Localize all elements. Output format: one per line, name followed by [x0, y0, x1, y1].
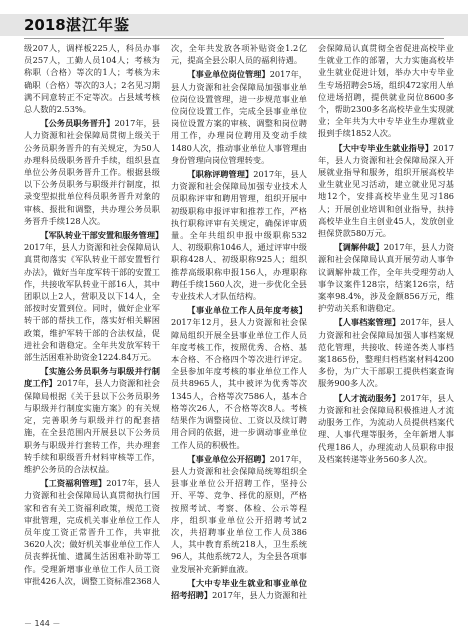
section-heading: 【事业单位工作人员年度考核】 [187, 305, 307, 316]
section-body: 2017年，县人力资源和社会保障局贯彻上级关于公务员职务晋升的有关规定，为50人办理科员级职务晋升手续，组织县直单位公务员职务晋升工作。根据县级以下公务员职务与职级并行制度，拟录变型拟批单位科员职务晋升对象的审核、报批和调整，共办理公务员职务晋升手续128人次。 [24, 118, 160, 226]
section-heading: 【公务员职务晋升】 [40, 118, 115, 129]
section-body: 2017年，县人力资源和社会保障局加强人事档案规范化管理，共接收、转递各类人事档案1865份，整理归档档案材料4200多份，为广大干部职工提供档案查询服务900多人次。 [318, 317, 454, 389]
section-body: 2017年，县人力资源和社会保障局认真贯彻落实《军队转业干部安置暂行办法》，做好当年度军转干部的安置工作，共接收军队转业干部16人，其中团职以上2人，营职及以下14人，全部按时安置到位。同时，做好企业军转干部的帮扶工作，落实好相关解困政策，维护军转干部的合法权益，促进社会和谐稳定。全年共发放军转干部生活困难补助资金1224.84万元。 [24, 242, 160, 363]
section-body: 2017年，县人力资源和社会保障局认真开展劳动人事争议调解仲裁工作，全年共受理劳动人事争议案件128宗，结案126宗，结案率98.4%，涉及金额856万元，维护劳动关系和谐稳定。 [318, 242, 454, 314]
section-heading: 【调解仲裁】 [334, 242, 384, 253]
article-section [24, 365, 160, 475]
article-section [24, 117, 160, 227]
section-heading: 【实施公务员职务与职级并行制度工作】 [24, 366, 160, 389]
section-body: 2017年，县人力资源和社会保障局根据《关于县以下公务员职务与职级并行制度实施方案》的有关规定，完善职务与职级并行的配套措施，在全县范围内开展县以下公务员职务与职级并行套转工作，共办理套转手续和职级晋升材料审核等工作，维护公务员的合法权益。 [24, 378, 160, 474]
section-heading: 【职称评聘管理】 [187, 169, 254, 180]
article-section [24, 229, 164, 363]
page-number: － 144 － [24, 619, 61, 628]
yearbook-year: 2018 [24, 16, 66, 34]
section-body: 2017年，县人力资源和社会保障局统筹组织全县事业单位公开招聘工作，坚持公开、平等、竞争、择优的原则，严格按照考试、考察、体检、公示等程序，组织事业单位公开招聘考试2次，共招聘事业单位工作人员386人，其中教育系统218人，卫生系统96人，其他系统72人，为全县各项事业发展补充新鲜血液。 [171, 453, 307, 574]
article-section [171, 304, 307, 450]
section-heading: 【人才流动服务】 [334, 392, 401, 403]
page-header [0, 0, 468, 48]
section-body: 2017年，县人力资源和社会保障局加强专业技术人员职称评审和聘用管理，组织开展中初级职称申报评审和推荐工作，严格执行职称评审有关规定，确保评审质量。全年共组织申报中级职称532人、初级职称1046人，通过评审中级职称428人、初级职称925人；组织推荐高级职称申报156人，办理职称聘任手续1560人次，进一步优化全县专业技术人才队伍结构。 [171, 169, 307, 302]
section-heading: 【工资福利管理】 [40, 478, 107, 489]
yearbook-title: 湛江年鉴 [66, 16, 131, 34]
header-rule [24, 38, 444, 39]
section-body: 2017年，县人力资源和社会保障局积极推进人才流动服务工作，为流动人员提供档案代理、人事代理等服务，全年新增人事代理186人，办理流动人员职称申报及档案转递等业务560多人次。 [318, 392, 454, 464]
section-heading: 【大中专毕业生就业指导】 [334, 142, 434, 153]
article-section [171, 68, 307, 166]
section-body: 2017年，县人力资源和社会保障局认真贯彻全省促进高校毕业生就业工作的部署，大力实施高校毕业生就业促进计划，举办大中专毕业生专场招聘会5场，组织472家用人单位进场招聘，提供就业岗位8600多个，帮助2300多名高校毕业生实现就业；全年共为大中专毕业生办理就业报到手续1852人次。 [212, 43, 454, 600]
article-section [171, 168, 307, 302]
section-heading: 【大中专毕业生就业和事业单位招考招聘】 [171, 577, 307, 600]
continued-text [24, 42, 160, 115]
article-section [318, 392, 454, 465]
article-section [318, 316, 454, 389]
article-section [318, 241, 454, 314]
section-body: 2017年12月，县人力资源和社会保障局组织开展全县事业单位工作人员年度考核工作，按照优秀、合格、基本合格、不合格四个等次进行评定。全县参加年度考核的事业单位工作人员共8965人，其中被评为优秀等次1345人，合格等次7586人，基本合格等次26人，不合格等次8人。考核结果作为调整岗位、工资以及续订聘用合同的依据，进一步调动事业单位工作人员的积极性。 [171, 317, 307, 450]
section-body: 2017年，县人力资源和社会保障局加强事业单位岗位设置管理，进一步规范事业单位岗位设置工作，完成全县事业单位岗位设置方案的审核、调整和岗位聘用工作，办理岗位聘用及变动手续1480人次，推动事业单位人事管理由身份管理向岗位管理转变。 [171, 69, 307, 165]
section-body: 2017年，县人力资源和社会保障局认真贯彻执行国家和省有关工资福利政策，规范工资审批管理，完成机关事业单位工作人员年度工资正常晋升工作，共审批3620人次；做好机关事业单位工作人员丧葬抚恤、遗属生活困难补助等工作。受理新增事业单位工作人员工资审批426人次，调整工资标准2368人次，全年共发放各项补贴资金1.2亿元，提高全县公职人员的福利待遇。 [24, 43, 307, 586]
section-heading: 【事业单位公开招聘】 [187, 453, 270, 464]
article-columns [24, 42, 454, 608]
section-body: 级207人，调样板225人，科员办事员257人，工勤人员104人；考核为称职（合格）等次的1人；考核为未确职（合格）等次的3人；2名见习期满不同意转正不定等次。占县域考核总人数的2.53%。 [24, 43, 160, 115]
section-body: 2017年，县人力资源和社会保障局深入开展就业指导和服务，组织开展高校毕业生就业见习活动，建立就业见习基地12个，安排高校毕业生见习186人；开展创业培训和创业指导，扶持高校毕业生自主创业45人，发放创业担保贷款580万元。 [318, 142, 454, 239]
article-section [171, 453, 307, 575]
section-heading: 【事业单位岗位管理】 [187, 69, 270, 80]
article-section [318, 142, 454, 240]
section-heading: 【人事档案管理】 [334, 317, 401, 328]
section-heading: 【军队转业干部安置和服务管理】 [40, 230, 164, 241]
